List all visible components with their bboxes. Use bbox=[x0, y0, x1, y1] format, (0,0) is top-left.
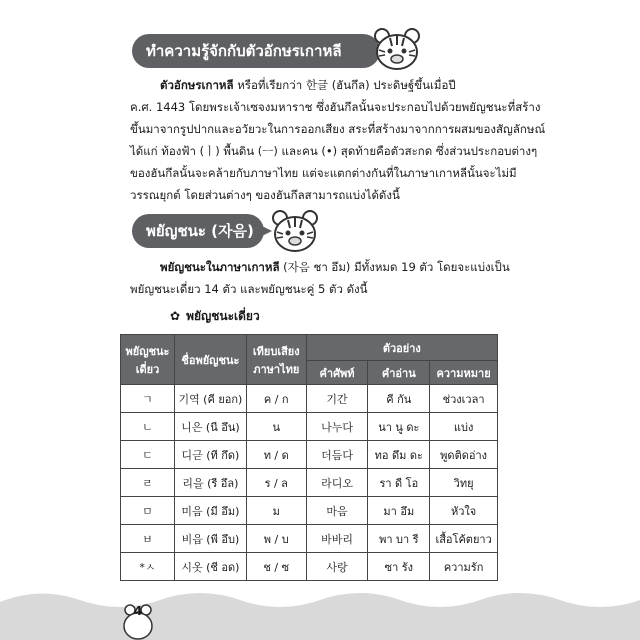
cell-reading: นา นู ดะ bbox=[368, 413, 430, 441]
table-row bbox=[121, 385, 498, 413]
cell-meaning: ช่วงเวลา bbox=[430, 385, 498, 413]
paragraph-line: ขึ้นมาจากรูปปากและอวัยวะในการออกเสียง สระที่สร้างมาจากการผสมของสัญลักษณ์ bbox=[130, 122, 546, 136]
cell-meaning: แบ่ง bbox=[430, 413, 498, 441]
cell-consonant: ㄹ bbox=[121, 469, 175, 497]
table-row bbox=[121, 441, 498, 469]
cell-thai: ค / ก bbox=[246, 385, 306, 413]
cell-meaning: ความรัก bbox=[430, 553, 498, 581]
table-row bbox=[121, 469, 498, 497]
cell-thai: พ / บ bbox=[246, 525, 306, 553]
cell-reading: รา ดี โอ bbox=[368, 469, 430, 497]
section-title-banner bbox=[132, 34, 380, 68]
cell-meaning: พูดติดอ่าง bbox=[430, 441, 498, 469]
consonant-intro-paragraph bbox=[130, 256, 510, 300]
cell-name: 디귿 (ที กึด) bbox=[174, 441, 246, 469]
cell-consonant: ㄴ bbox=[121, 413, 175, 441]
header-thai: เทียบเสียงภาษาไทย bbox=[246, 335, 306, 385]
header-word: คำศัพท์ bbox=[306, 361, 368, 385]
cell-meaning: เสื้อโค้ตยาว bbox=[430, 525, 498, 553]
cell-word: 더듬다 bbox=[306, 441, 368, 469]
cell-reading: มา อึม bbox=[368, 497, 430, 525]
cell-reading: ทอ ดึม ดะ bbox=[368, 441, 430, 469]
paragraph-line: ได้แก่ ท้องฟ้า (ㅣ) พื้นดิน (ㅡ) และคน (•) สุดท้ายคือตัวสะกด ซึ่งส่วนประกอบต่างๆ bbox=[130, 144, 538, 158]
cell-thai: ร / ล bbox=[246, 469, 306, 497]
section-title-banner bbox=[132, 214, 264, 248]
header-name: ชื่อพยัญชนะ bbox=[174, 335, 246, 385]
consonant-table bbox=[120, 334, 498, 581]
flower-icon: ✿ bbox=[170, 309, 181, 323]
tiger-mascot-icon bbox=[270, 208, 320, 254]
cell-name: 미음 (มี อึม) bbox=[174, 497, 246, 525]
table-row bbox=[121, 553, 498, 581]
cell-word: 라디오 bbox=[306, 469, 368, 497]
cell-word: 나누다 bbox=[306, 413, 368, 441]
table-row bbox=[121, 413, 498, 441]
cell-consonant: ㅂ bbox=[121, 525, 175, 553]
cell-reading: คี กัน bbox=[368, 385, 430, 413]
paragraph-line: พยัญชนะในภาษาเกาหลี (자음 ชา อึม) มีทั้งหมด 19 ตัว โดยจะแบ่งเป็น bbox=[160, 260, 510, 274]
header-reading: คำอ่าน bbox=[368, 361, 430, 385]
table-row bbox=[121, 497, 498, 525]
cell-name: 리을 (รี อึล) bbox=[174, 469, 246, 497]
section-title: พยัญชนะ (자음) bbox=[146, 222, 254, 240]
paragraph-line: ของฮันกึลนั้นจะคล้ายกับภาษาไทย แต่จะแตกต่างกันที่ในภาษาเกาหลีนั้นจะไม่มี bbox=[130, 166, 517, 180]
cell-word: 사랑 bbox=[306, 553, 368, 581]
cell-thai: ช / ซ bbox=[246, 553, 306, 581]
cell-consonant: *ㅅ bbox=[121, 553, 175, 581]
paragraph-line: พยัญชนะเดี่ยว 14 ตัว และพยัญชนะคู่ 5 ตัว ดังนี้ bbox=[130, 282, 368, 296]
cell-thai: น bbox=[246, 413, 306, 441]
cell-name: 시옷 (ชี อด) bbox=[174, 553, 246, 581]
cell-meaning: วิทยุ bbox=[430, 469, 498, 497]
cell-word: 기간 bbox=[306, 385, 368, 413]
cell-thai: ม bbox=[246, 497, 306, 525]
cell-meaning: หัวใจ bbox=[430, 497, 498, 525]
page-number: 4 bbox=[133, 604, 143, 618]
section-title: ทำความรู้จักกับตัวอักษรเกาหลี bbox=[146, 42, 342, 60]
cell-name: 기역 (คี ยอก) bbox=[174, 385, 246, 413]
cell-consonant: ㄱ bbox=[121, 385, 175, 413]
footer-wave bbox=[0, 580, 640, 640]
intro-paragraph bbox=[130, 74, 546, 206]
header-consonant: พยัญชนะเดี่ยว bbox=[121, 335, 175, 385]
cell-name: 비읍 (พี อึบ) bbox=[174, 525, 246, 553]
paragraph-line: วรรณยุกต์ โดยส่วนต่างๆ ของฮันกึลสามารถแบ่งได้ดังนี้ bbox=[130, 188, 400, 202]
cell-consonant: ㄷ bbox=[121, 441, 175, 469]
paragraph-line: ค.ศ. 1443 โดยพระเจ้าเซจงมหาราช ซึ่งฮันกึลนั้นจะประกอบไปด้วยพยัญชนะที่สร้าง bbox=[130, 100, 541, 114]
cell-name: 니은 (นี อึน) bbox=[174, 413, 246, 441]
cell-word: 바바리 bbox=[306, 525, 368, 553]
cell-word: 마음 bbox=[306, 497, 368, 525]
cell-reading: ซา รัง bbox=[368, 553, 430, 581]
cell-reading: พา บา รี bbox=[368, 525, 430, 553]
table-row bbox=[121, 525, 498, 553]
header-meaning: ความหมาย bbox=[430, 361, 498, 385]
subheading: ✿ พยัญชนะเดี่ยว bbox=[170, 309, 260, 323]
cell-thai: ท / ด bbox=[246, 441, 306, 469]
cell-consonant: ㅁ bbox=[121, 497, 175, 525]
tiger-mascot-icon bbox=[372, 26, 422, 72]
header-example: ตัวอย่าง bbox=[306, 335, 497, 361]
paragraph-line: ตัวอักษรเกาหลี หรือที่เรียกว่า 한글 (ฮันกึล) ประดิษฐ์ขึ้นเมื่อปี bbox=[160, 78, 456, 92]
